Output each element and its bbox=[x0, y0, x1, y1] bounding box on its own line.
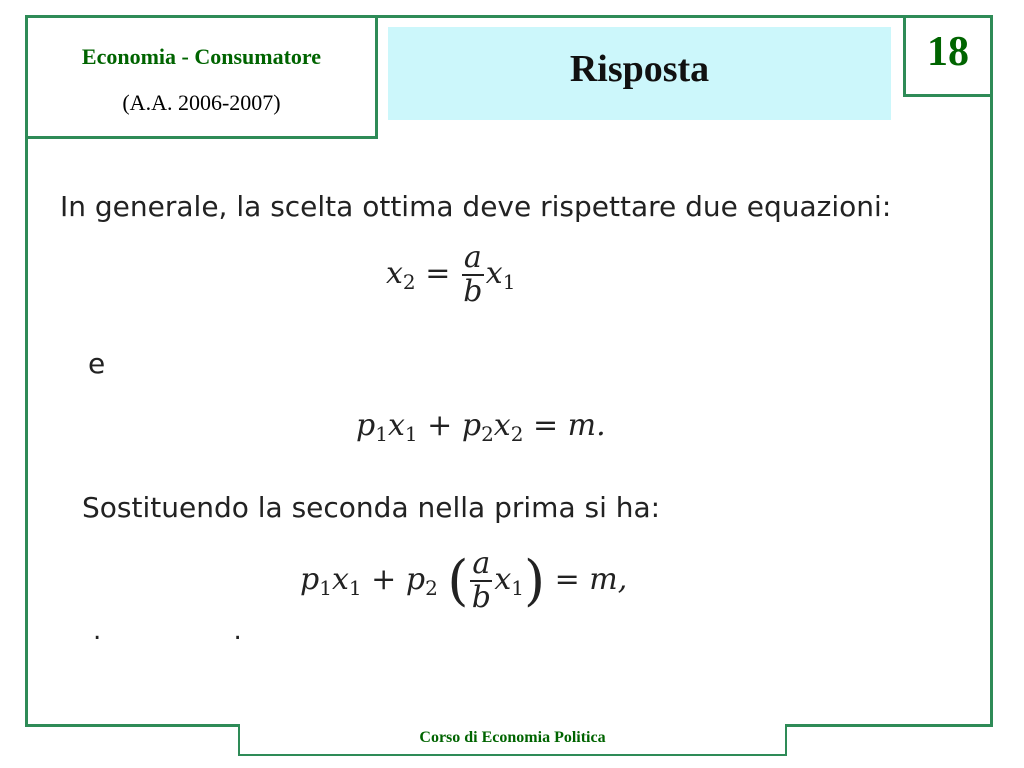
eq1-rhs-sub: 1 bbox=[502, 270, 516, 294]
eq3-sub4: 1 bbox=[511, 576, 524, 600]
eq2-sub4: 2 bbox=[510, 422, 524, 446]
title-banner bbox=[388, 27, 891, 120]
eq3-p2: p bbox=[405, 562, 426, 597]
eq3-fraction bbox=[470, 548, 492, 614]
eq3-sub2: 1 bbox=[348, 576, 362, 600]
eq3-x1: x bbox=[331, 562, 349, 597]
course-header bbox=[25, 15, 378, 139]
eq3-x1-inner: x bbox=[494, 562, 512, 597]
eq3-open-paren: ( bbox=[447, 549, 469, 612]
eq2-rest: = m. bbox=[533, 408, 606, 443]
eq3-rest: = m, bbox=[554, 562, 628, 597]
eq2-sub1: 1 bbox=[375, 422, 388, 446]
eq1-lhs-sub: 2 bbox=[402, 270, 416, 294]
slide-title: Risposta bbox=[569, 48, 710, 90]
eq1-denominator: b bbox=[463, 274, 483, 309]
eq3-denominator: b bbox=[471, 580, 491, 615]
footer-box bbox=[238, 724, 787, 756]
slide-number: 18 bbox=[927, 29, 969, 75]
eq3-sub3: 2 bbox=[425, 576, 438, 600]
trailing-dots: . . bbox=[93, 616, 304, 646]
eq2-p2: p bbox=[461, 408, 482, 443]
academic-year: (A.A. 2006-2007) bbox=[122, 90, 281, 115]
eq2-plus: + bbox=[427, 408, 453, 443]
eq2-p1: p bbox=[356, 408, 376, 443]
conjunction-text: e bbox=[88, 347, 106, 380]
slide-number-box bbox=[903, 15, 993, 97]
eq3-p1: p bbox=[300, 562, 320, 597]
course-name: Economia - Consumatore bbox=[81, 44, 322, 69]
substitution-text: Sostituendo la seconda nella prima si ha: bbox=[82, 491, 661, 524]
intro-text: In generale, la scelta ottima deve rispettare due equazioni: bbox=[60, 190, 892, 223]
eq3-sub1: 1 bbox=[319, 576, 332, 600]
eq3-plus: + bbox=[371, 562, 397, 597]
eq3-numerator: a bbox=[472, 546, 491, 581]
equation-3 bbox=[300, 548, 627, 614]
eq1-lhs: x bbox=[386, 256, 403, 291]
eq1-fraction bbox=[462, 242, 484, 308]
eq3-close-paren: ) bbox=[523, 549, 546, 612]
equation-2 bbox=[356, 408, 606, 446]
eq2-x2: x bbox=[493, 408, 511, 443]
eq2-sub3: 2 bbox=[481, 422, 494, 446]
eq2-sub2: 1 bbox=[404, 422, 418, 446]
footer-text: Corso di Economia Politica bbox=[419, 729, 606, 746]
eq1-equals: = bbox=[425, 256, 451, 291]
eq2-x1: x bbox=[387, 408, 405, 443]
eq1-numerator: a bbox=[463, 240, 482, 275]
equation-1 bbox=[386, 242, 515, 308]
eq1-rhs: x bbox=[485, 256, 503, 291]
